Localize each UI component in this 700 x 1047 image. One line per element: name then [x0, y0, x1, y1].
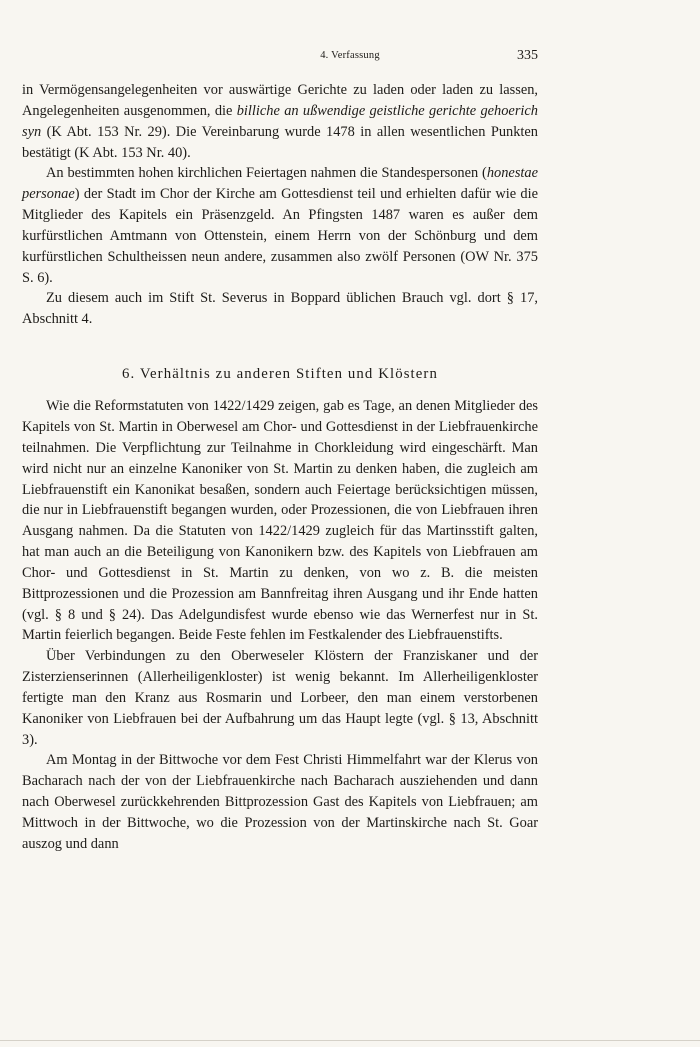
section-heading: 6. Verhältnis zu anderen Stiften und Klöstern [122, 366, 438, 383]
paragraph: An bestimmten hohen kirchlichen Feiertagen nahmen die Standespersonen (honestae personae) der Stadt im Chor der Kirche am Gottesdienst teil und erhielten dafür wie die Mitglieder des Kapitels ein Präsenzgeld. An Pfingsten 1487 waren es außer dem kurfürstlichen Amtmann von Ottenstein, einem Herrn von der Schönburg und dem kurfürstlichen Schultheissen neun andere, zusammen also zwölf Personen (OW Nr. 375 S. 6). [22, 165, 538, 286]
paragraph: Zu diesem auch im Stift St. Severus in Boppard üblichen Brauch vgl. dort § 17, Abschnitt 4. [22, 290, 538, 328]
paragraph: in Vermögensangelegenheiten vor auswärtige Gerichte zu laden oder laden zu lassen, Angelegenheiten ausgenommen, die billiche an ußwendige geistliche gerichte gehoerich syn (K Abt. 153 Nr. 29). Die Vereinbarung wurde 1478 in allen wesentlichen Punkten bestätigt (K Abt. 153 Nr. 40). [22, 82, 538, 161]
running-head: 4. Verfassung [320, 50, 380, 61]
paragraph: Über Verbindungen zu den Oberweseler Klöstern der Franziskaner und der Zisterzienserinnen (Allerheiligenkloster) ist wenig bekannt. Im Allerheiligenkloster fertigte man den Kranz aus Rosmarin und Lorbeer, den man einem verstorbenen Kanoniker von Liebfrauen bei der Aufbahrung um das Haupt legte (vgl. § 13, Abschnitt 3). [22, 648, 538, 748]
page-header [0, 48, 700, 66]
latin-quote: billiche an ußwendige geistliche gerichte gehoerich syn [22, 102, 538, 140]
body-text [22, 80, 538, 855]
paragraph: Wie die Reformstatuten von 1422/1429 zeigen, gab es Tage, an denen Mitglieder des Kapitels von St. Martin in Oberwesel am Chor- und Gottesdienst in der Liebfrauenkirche teilnahmen. Die Verpflichtung zur Teilnahme in Chorkleidung wird eingeschärft. Man wird nicht nur an einzelne Kanoniker von St. Martin zu denken haben, die zugleich am Liebfrauenstift ein Kanonikat besaßen, sondern auch Feiertage berücksichtigen müssen, die nur in Liebfrauenstift begangen wurden, oder Prozessionen, die von Liebfrauen ihren Ausgang nahmen. Da die Statuten von 1422/1429 zugleich für das Martinsstift galten, hat man auch an die Beteiligung von Kanonikern bzw. des Kapitels von Liebfrauen am Chor- und Gottesdienst in St. Martin zu denken, von wo z. B. die meisten Bittprozessionen und die Prozession am Bannfreitag ihren Ausgang und ihr Ende hatten (vgl. § 8 und § 24). Das Adelgundisfest wurde ebenso wie das Wernerfest nur in St. Martin feierlich begangen. Beide Feste fehlen im Festkalender des Liebfrauenstifts. [22, 398, 538, 644]
page-number: 335 [517, 48, 538, 63]
latin-term: honestae personae [22, 165, 538, 203]
scan-edge [0, 1040, 700, 1041]
paragraph: Am Montag in der Bittwoche vor dem Fest Christi Himmelfahrt war der Klerus von Bacharach nach der von der Liebfrauenkirche nach Bacharach ausziehenden und dann nach Oberwesel zurückkehrenden Bittprozession Gast des Kapitels von Liebfrauen; am Mittwoch in der Bittwoche, wo die Prozession von der Martinskirche nach St. Goar auszog und dann [22, 752, 538, 852]
